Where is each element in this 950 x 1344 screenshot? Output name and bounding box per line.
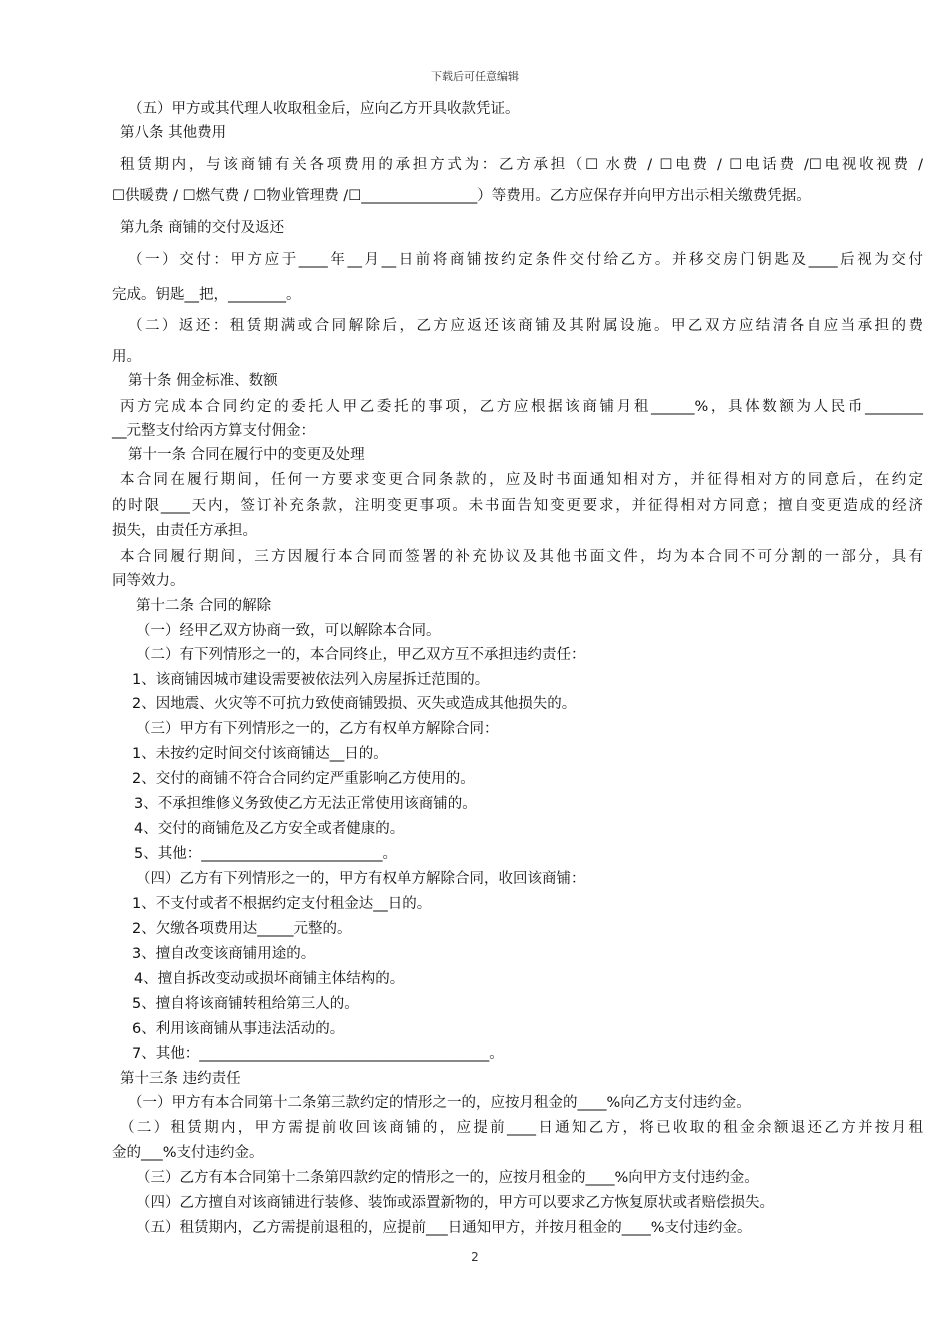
section-heading: 第十一条 合同在履行中的变更及处理: [128, 447, 365, 463]
list-item: 1、该商铺因城市建设需要被依法列入房屋拆迁范围的。: [132, 672, 490, 688]
list-item: 3、不承担维修义务致使乙方无法正常使用该商铺的。: [134, 796, 477, 812]
paragraph-line: （三）乙方有本合同第十二条第四款约定的情形之一的，应按月租金的____%向甲方支付违约金。: [136, 1170, 759, 1186]
paragraph-line: 本合同在履行期间，任何一方要求变更合同条款的，应及时书面通知相对方，并征得相对方的同意后，在约定: [120, 472, 923, 488]
paragraph-line: （四）乙方擅自对该商铺进行装修、装饰或添置新物的，甲方可以要求乙方恢复原状或者赔偿损失。: [136, 1195, 774, 1211]
paragraph-line: （二）返还：租赁期满或合同解除后，乙方应返还该商铺及其附属设施。甲乙双方应结清各自应当承担的费: [128, 318, 923, 334]
section-heading: 第八条 其他费用: [120, 125, 227, 141]
list-item: 7、其他：________________________________________。: [132, 1046, 504, 1062]
section-heading: 第十条 佣金标准、数额: [128, 373, 278, 389]
page-number: 2: [471, 1250, 479, 1264]
list-item: 2、因地震、火灾等不可抗力致使商铺毁损、灭失或造成其他损失的。: [132, 696, 577, 712]
paragraph-line: 用。: [112, 349, 141, 365]
list-item: 1、不支付或者不根据约定支付租金达__日的。: [132, 896, 432, 912]
paragraph-line: __元整支付给丙方算支付佣金：: [112, 423, 315, 439]
paragraph-line: （一）甲方有本合同第十二条第三款约定的情形之一的，应按月租金的____%向乙方支付违约金。: [128, 1095, 751, 1111]
paragraph-line: （五）甲方或其代理人收取租金后，应向乙方开具收款凭证。: [128, 101, 520, 117]
list-item: 4、交付的商铺危及乙方安全或者健康的。: [134, 821, 405, 837]
list-item: 3、擅自改变该商铺用途的。: [132, 946, 316, 962]
paragraph-line: ☐供暖费 / ☐燃气费 / ☐物业管理费 /☐________________）等费用。乙方应保存并向甲方出示相关缴费凭据。: [112, 188, 811, 204]
list-item: 2、欠缴各项费用达_____元整的。: [132, 921, 352, 937]
list-item: 2、交付的商铺不符合合同约定严重影响乙方使用的。: [132, 771, 475, 787]
list-item: 1、未按约定时间交付该商铺达__日的。: [132, 746, 388, 762]
section-heading: 第九条 商铺的交付及返还: [120, 220, 285, 236]
section-heading: 第十三条 违约责任: [120, 1071, 241, 1087]
section-heading: 第十二条 合同的解除: [136, 598, 272, 614]
paragraph-line: （二）有下列情形之一的，本合同终止，甲乙双方互不承担违约责任：: [136, 647, 586, 663]
paragraph-line: 的时限____天内，签订补充条款，注明变更事项。未书面告知变更要求，并征得相对方同意；擅自变更造成的经济: [112, 498, 923, 514]
paragraph-line: （三）甲方有下列情形之一的，乙方有权单方解除合同：: [136, 721, 499, 737]
paragraph-line: 完成。钥匙__把，________。: [112, 287, 301, 303]
paragraph-line: （一）交付：甲方应于____年__月__日前将商铺按约定条件交付给乙方。并移交房门钥匙及____后视为交付: [128, 252, 923, 268]
paragraph-line: 同等效力。: [112, 573, 185, 589]
paragraph-line: （五）租赁期内，乙方需提前退租的，应提前___日通知甲方，并按月租金的____%支付违约金。: [136, 1220, 752, 1236]
paragraph-line: 租赁期内，与该商铺有关各项费用的承担方式为：乙方承担（☐ 水费 / ☐电费 / ☐电话费 /☐电视收视费 /: [120, 157, 923, 173]
paragraph-line: 金的___%支付违约金。: [112, 1145, 264, 1161]
paragraph-line: 损失，由责任方承担。: [112, 523, 257, 539]
paragraph-line: （四）乙方有下列情形之一的，甲方有权单方解除合同，收回该商铺：: [136, 871, 586, 887]
paragraph-line: 丙方完成本合同约定的委托人甲乙委托的事项，乙方应根据该商铺月租______%，具体数额为人民币________: [120, 399, 923, 415]
paragraph-line: （二）租赁期内，甲方需提前收回该商铺的，应提前____日通知乙方，将已收取的租金余额退还乙方并按月租: [120, 1120, 923, 1136]
list-item: 6、利用该商铺从事违法活动的。: [132, 1021, 345, 1037]
page-header: 下载后可任意编辑: [431, 70, 519, 83]
list-item: 4、擅自拆改变动或损坏商铺主体结构的。: [134, 971, 405, 987]
paragraph-line: （一）经甲乙双方协商一致，可以解除本合同。: [136, 623, 441, 639]
list-item: 5、擅自将该商铺转租给第三人的。: [132, 996, 359, 1012]
paragraph-line: 本合同履行期间，三方因履行本合同而签署的补充协议及其他书面文件，均为本合同不可分割的一部分，具有: [120, 549, 923, 565]
list-item: 5、其他：_________________________。: [134, 846, 397, 862]
